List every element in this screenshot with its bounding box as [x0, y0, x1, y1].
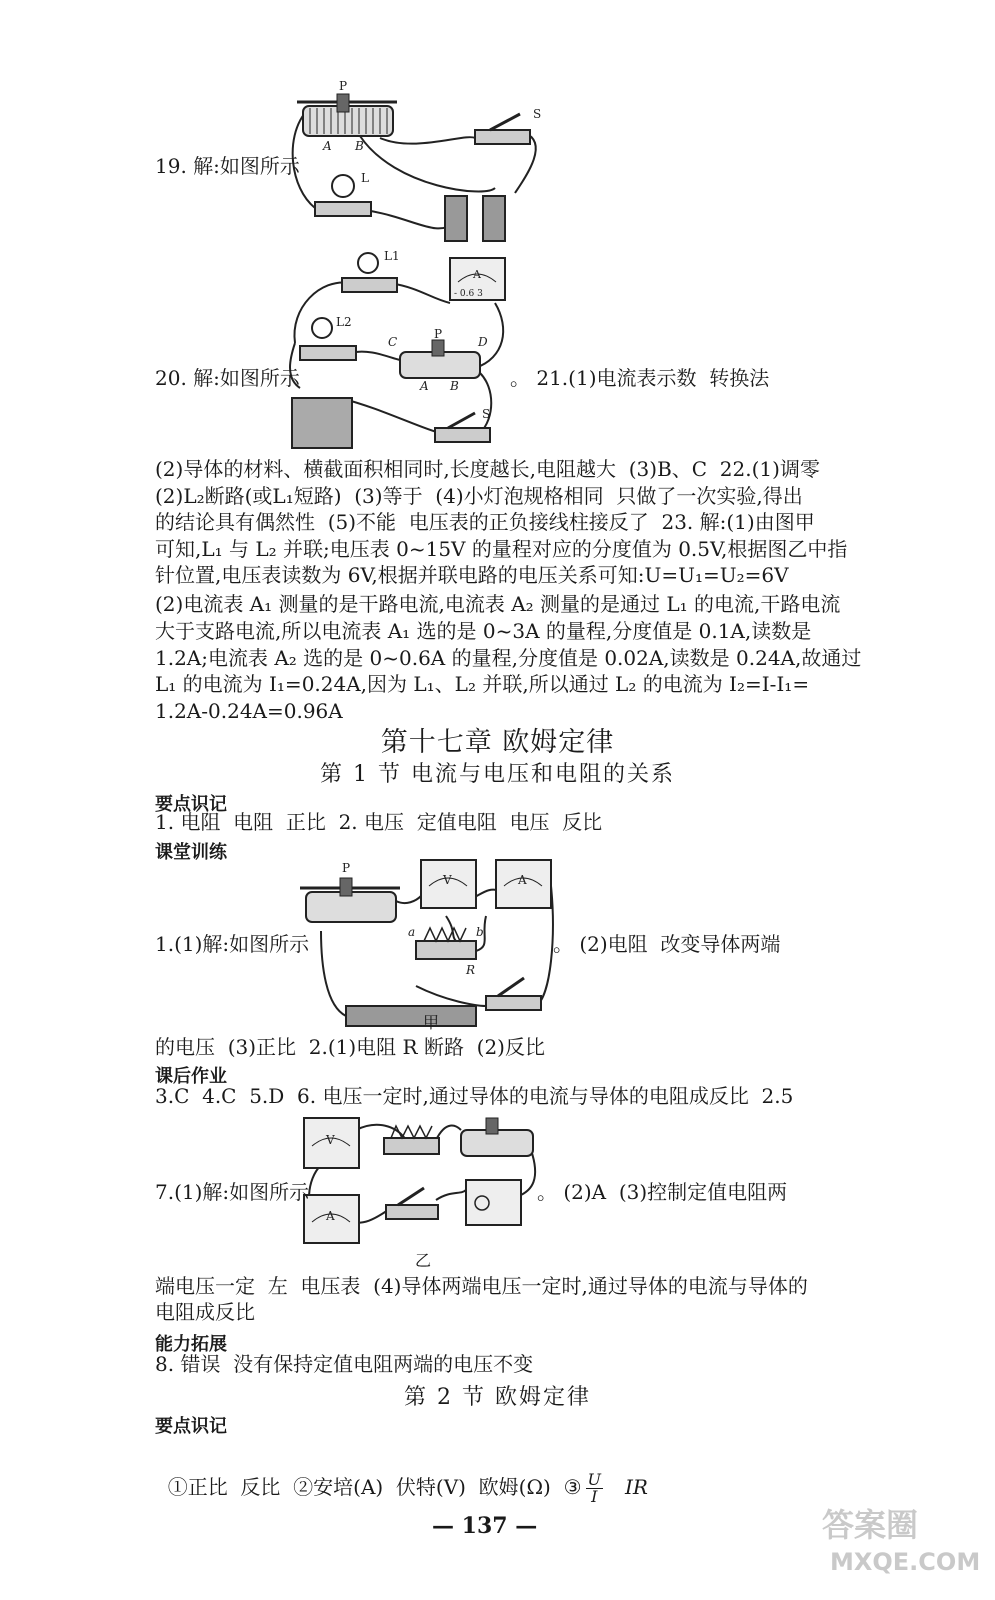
class-q1-text: 1.(1)解:如图所示 [155, 932, 310, 956]
section-2-title: 第 2 节 欧姆定律 [404, 1385, 591, 1410]
section-1-title: 第 1 节 电流与电压和电阻的关系 [320, 762, 675, 787]
para-line: 可知,L₁ 与 L₂ 并联;电压表 0~15V 的量程对应的分度值为 0.5V,根据图乙中指 [155, 537, 848, 561]
figure-q19-circuit [285, 78, 560, 246]
label-l2: L2 [336, 315, 352, 329]
class-q1-after: 。 (2)电阻 改变导体两端 [553, 932, 781, 956]
hw-q7-after: 。 (2)A (3)控制定值电阻两 [537, 1180, 788, 1204]
para-line: L₁ 的电流为 I₁=0.24A,因为 L₁、L₂ 并联,所以通过 L₂ 的电流为 I₂=I-I₁= [155, 672, 810, 696]
label-b: B [355, 139, 364, 153]
label-l1: L1 [384, 249, 400, 263]
hw-q7-cont: 端电压一定 左 电压表 (4)导体两端电压一定时,通过导体的电流与导体的 [155, 1274, 808, 1298]
fraction-numerator: U [587, 1470, 601, 1489]
heading-class-training: 课堂训练 [155, 842, 227, 863]
label-b3: b [476, 925, 484, 939]
key-points-2 [155, 1444, 648, 1505]
fraction [586, 1472, 603, 1505]
para-line: 大于支路电流,所以电流表 A₁ 选的是 0~3A 的量程,分度值是 0.1A,读数是 [155, 619, 812, 643]
q19-text: 19. 解:如图所示 [155, 154, 300, 178]
voltmeter-label: V [443, 873, 452, 887]
caption-jia: 甲 [423, 1013, 440, 1032]
label-s: S [533, 107, 542, 121]
label-a3: a [408, 925, 416, 939]
label-b2: B [450, 379, 459, 393]
para-line: (2)导体的材料、横截面积相同时,长度越长,电阻越大 (3)B、C 22.(1)调零 [155, 457, 820, 481]
voltmeter-label-2: V [326, 1133, 335, 1147]
q20-text: 20. 解:如图所示 [155, 366, 300, 390]
para-line: 1.2A-0.24A=0.96A [155, 699, 343, 723]
heading-key-points-2: 要点识记 [155, 1416, 227, 1437]
label-c: C [388, 335, 398, 349]
label-p: P [339, 79, 348, 93]
watermark-bottom: MXQE.COM [830, 1548, 981, 1576]
ammeter-label-2: A [518, 873, 527, 887]
fraction-denominator: I [591, 1487, 598, 1506]
key-points-2-prefix: ①正比 反比 ②安培(A) 伏特(V) 欧姆(Ω) ③ [167, 1475, 582, 1499]
ammeter-label-3: A [326, 1209, 335, 1223]
label-d: D [478, 335, 488, 349]
para-line: 针位置,电压表读数为 6V,根据并联电路的电压关系可知:U=U₁=U₂=6V [155, 563, 789, 587]
watermark-top: 答案圈 [822, 1506, 919, 1544]
label-l: L [361, 171, 369, 185]
para-line: 1.2A;电流表 A₂ 选的是 0~0.6A 的量程,分度值是 0.02A,读数是 0.24A,故通过 [155, 646, 862, 670]
hw-q7-cont: 电阻成反比 [155, 1300, 255, 1324]
q20-after: 。 21.(1)电流表示数 转换法 [510, 366, 770, 390]
chapter-title: 第十七章 欧姆定律 [380, 727, 615, 758]
page-number: — 137 — [432, 1513, 538, 1539]
caption-yi: 乙 [415, 1251, 432, 1270]
label-a2: A [420, 379, 429, 393]
ammeter-label: A [473, 268, 481, 281]
heading-homework: 课后作业 [155, 1066, 227, 1087]
para-line: (2)电流表 A₁ 测量的是干路电流,电流表 A₂ 测量的是通过 L₁ 的电流,干路电流 [155, 592, 841, 616]
label-a: A [323, 139, 332, 153]
ammeter-scale: - 0.6 3 [454, 289, 483, 299]
key-points-1: 1. 电阻 电阻 正比 2. 电压 定值电阻 电压 反比 [155, 810, 603, 834]
label-p3: P [342, 861, 351, 875]
homework-line: 3.C 4.C 5.D 6. 电压一定时,通过导体的电流与导体的电阻成反比 2.5 [155, 1084, 794, 1108]
hw-q7-text: 7.(1)解:如图所示 [155, 1180, 310, 1204]
class-q1-cont: 的电压 (3)正比 2.(1)电阻 R 断路 (2)反比 [155, 1035, 545, 1059]
key-points-2-suffix: IR [625, 1475, 648, 1499]
para-line: (2)L₂断路(或L₁短路) (3)等于 (4)小灯泡规格相同 只做了一次实验,得出 [155, 484, 803, 508]
label-r: R [466, 963, 476, 977]
para-line: 的结论具有偶然性 (5)不能 电压表的正负接线柱接反了 23. 解:(1)由图甲 [155, 510, 815, 534]
heading-ability: 能力拓展 [155, 1334, 227, 1355]
label-p2: P [434, 327, 443, 341]
ability-line: 8. 错误 没有保持定值电阻两端的电压不变 [155, 1352, 534, 1376]
figure-hw-q7-circuit [296, 1110, 541, 1245]
label-s2: S [482, 407, 491, 421]
heading-key-points: 要点识记 [155, 794, 227, 815]
figure-q20-circuit [280, 248, 520, 458]
